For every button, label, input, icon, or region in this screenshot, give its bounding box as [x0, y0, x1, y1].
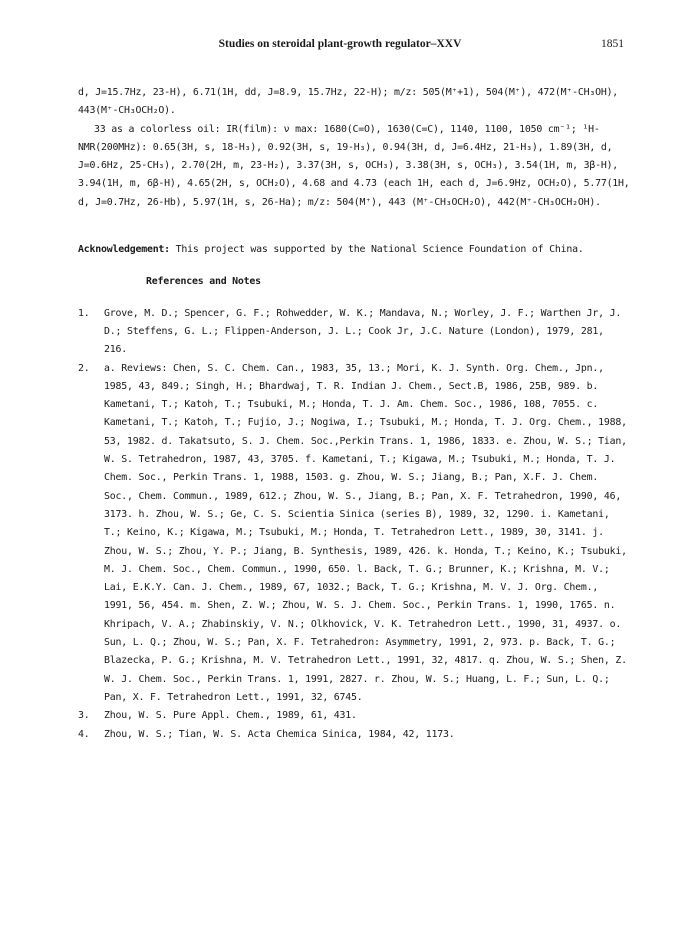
compound-33-data: 33 as a colorless oil: IR(film): ν max: 1680(C=O), 1630(C=C), 1140, 1100, 1050 cm⁻¹; ¹H-NMR(200MHz): 0.65(3H, s, 18-H₃), 0.92(3H, s, 19-H₃), 0.94(3H, d, J=6.4Hz, 21-H₃), 1.89(3H, d, J=0.6Hz, 25-CH₃), 2.70(2H, m, 23-H₂), 3.37(3H, s, OCH₃), 3.38(3H, s, OCH₃), 3.54(1H, m, 3β-H), 3.94(1H, m, 6β-H), 4.65(2H, s, OCH₂O), 4.68 and 4.73 (each 1H, each d, J=6.9Hz, OCH₂O), 5.77(1H, d, J=0.7Hz, 26-Hb), 5.97(1H, s, 26-Ha); m/z: 504(M⁺), 443 (M⁺-CH₃OCH₂O), 442(M⁺-CH₃OCH₂OH). — [78, 123, 630, 208]
reference-item — [78, 305, 630, 360]
reference-number: 4. — [78, 728, 90, 740]
acknowledgement-label: Acknowledgement: — [78, 244, 170, 256]
reference-text: Zhou, W. S.; Tian, W. S. Acta Chemica Sinica, 1984, 42, 1173. — [104, 728, 455, 740]
reference-text: a. Reviews: Chen, S. C. Chem. Can., 1983, 35, 13.; Mori, K. J. Synth. Org. Chem., Jpn., 1985, 43, 849.; Singh, H.; Bhardwaj, T. R. Indian J. Chem., Sect.B, 1986, 25B, 989. b. Kametani, T.; Katoh, T.; Tsubuki, M.; Honda, T. J. Am. Chem. Soc., 1986, 108, 7055. c. Kametani, T.; Katoh, T.; Fujio, J.; Nogiwa, I.; Tsubuki, M.; Honda, T. J. Org. Chem., 1988, 53, 1982. d. Takatsuto, S. J. Chem. Soc.,Perkin Trans. 1, 1986, 1833. e. Zhou, W. S.; Tian, W. S. Tetrahedron, 1987, 43, 3705. f. Kametani, T.; Kigawa, M.; Tsubuki, M.; Honda, T. J. Chem. Soc., Perkin Trans. 1, 1988, 1503. g. Zhou, W. S.; Jiang, B.; Pan, X.F. J. Chem. Soc., Chem. Commun., 1989, 612.; Zhou, W. S., Jiang, B.; Pan, X. F. Tetrahedron, 1990, 46, 3173. h. Zhou, W. S.; Ge, C. S. Scientia Sinica (series B), 1989, 32, 1290. i. Kametani, T.; Keino, K.; Kigawa, M.; Tsubuki, M.; Honda, T. Tetrahedron Lett., 1989, 30, 3141. j. Zhou, W. S.; Zhou, Y. P.; Jiang, B. Synthesis, 1989, 426. k. Honda, T.; Keino, K.; Tsubuki, M. J. Chem. Soc., Chem. Commun., 1990, 650. l. Back, T. G.; Brunner, K.; Krishna, M. V.; Lai, E.K.Y. Can. J. Chem., 1989, 67, 1032.; Back, T. G.; Krishna, M. V. J. Org. Chem., 1991, 56, 454. m. Shen, Z. W.; Zhou, W. S. J. Chem. Soc., Perkin Trans. 1, 1990, 1765. n. Khripach, V. A.; Zhabinskiy, V. N.; Olkhovick, V. K. Tetrahedron Lett., 1990, 31, 4937. o. Sun, L. Q.; Zhou, W. S.; Pan, X. F. Tetrahedron: Asymmetry, 1991, 2, 973. p. Back, T. G.; Blazecka, P. G.; Krishna, M. V. Tetrahedron Lett., 1991, 32, 4817. q. Zhou, W. S.; Shen, Z. W. J. Chem. Soc., Perkin Trans. 1, 1991, 2827. r. Zhou, W. S.; Huang, L. F.; Sun, L. Q.; Pan, X. F. Tetrahedron Lett., 1991, 32, 6745. — [104, 362, 627, 703]
acknowledgement-text: This project was supported by the National Science Foundation of China. — [169, 244, 584, 256]
reference-text: Grove, M. D.; Spencer, G. F.; Rohwedder, W. K.; Mandava, N.; Worley, J. F.; Warthen Jr, J. D.; Steffens, G. L.; Flippen-Anderson, J. L.; Cook Jr, J.C. Nature (London), 1979, 281, 216. — [104, 307, 622, 356]
reference-item — [78, 360, 630, 708]
running-head — [0, 38, 680, 54]
reference-number: 3. — [78, 710, 90, 722]
running-title: Studies on steroidal plant-growth regulator–XXV — [218, 38, 462, 50]
reference-list — [78, 305, 630, 744]
article-body — [78, 84, 630, 744]
reference-number: 2. — [78, 362, 90, 374]
acknowledgement — [78, 241, 630, 259]
reference-text: Zhou, W. S. Pure Appl. Chem., 1989, 61, 431. — [104, 710, 357, 722]
reference-item — [78, 726, 630, 744]
spectral-data-continuation: d, J=15.7Hz, 23-H), 6.71(1H, dd, J=8.9, 15.7Hz, 22-H); m/z: 505(M⁺+1), 504(M⁺), 472(M⁺-CH₃OH), 443(M⁺-CH₃OCH₂O). — [78, 87, 619, 117]
reference-number: 1. — [78, 307, 90, 319]
reference-item — [78, 707, 630, 725]
references-heading: References and Notes — [146, 276, 261, 288]
page-number: 1851 — [601, 38, 624, 50]
